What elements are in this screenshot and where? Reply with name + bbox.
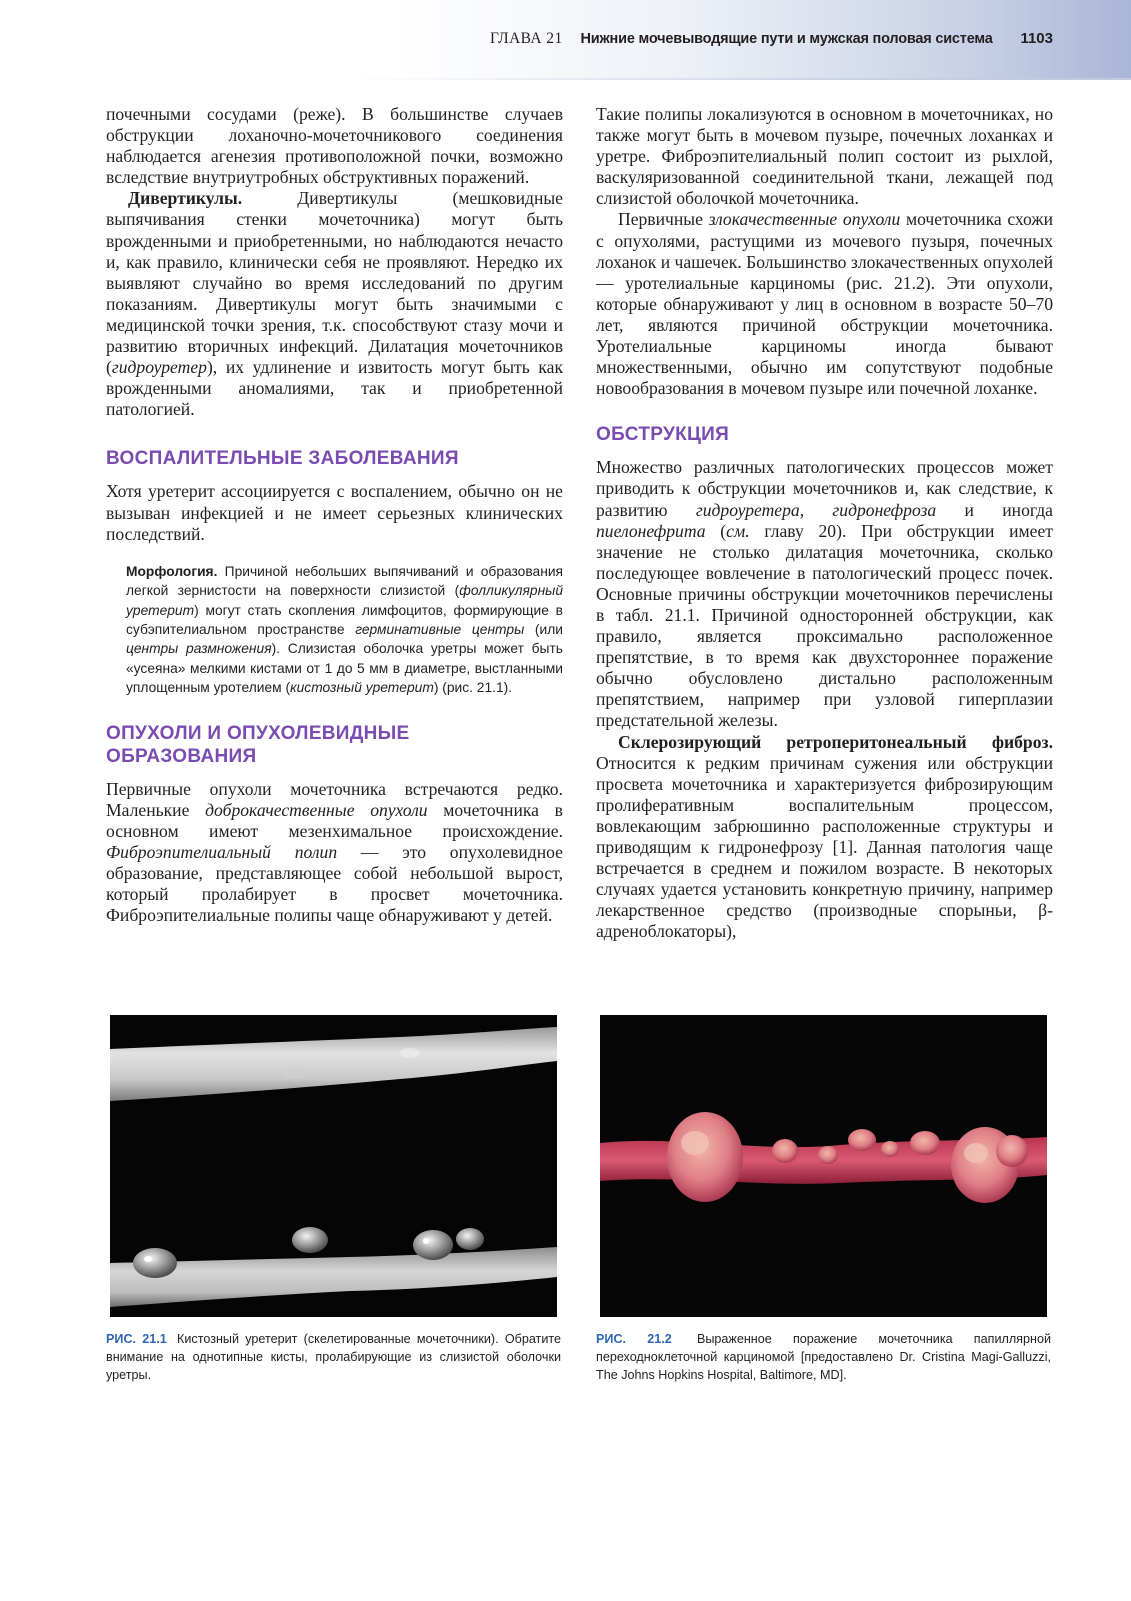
paragraph: почечными сосудами (реже). В большинстве случаев обструкции лоханочно-мочеточникового соединения наблюдается агенезия противоположной почки, возможно вследствие внутриутробных обструктивных поражений. xyxy=(106,104,563,188)
paragraph: Такие полипы локализуются в основном в мочеточниках, но также могут быть в мочевом пузыре, почечных лоханках и уретре. Фиброэпителиальный полип состоит из рыхлой, васкуляризованной соединительной ткани, лежащей под слизистой оболочкой мочеточника. xyxy=(596,104,1053,209)
paragraph: Хотя уретерит ассоциируется с воспалением, обычно он не вызыван инфекцией и не имеет серьезных клинических последствий. xyxy=(106,481,563,544)
text-run: мочеточника схожи с опухолями, растущими из мочевого пузыря, почечных лоханок и чашечек. Большинство злокачественных опухолей — уротелиальные карциномы (рис. 21.2). Эти опухоли, которые обнаруживают у лиц в основном в возрасте 50–70 лет, являются причиной обструкции мочеточника. Уротелиальные карциномы иногда бывают множественными, обычно им сопутствуют подобные новообразования в мочевом пузыре или почечной лоханке. xyxy=(596,209,1053,399)
text-run: Причиной небольших выпячиваний и образования легкой зернистости на поверхности слизистой ( xyxy=(126,563,563,599)
run-in-heading: Дивертикулы. xyxy=(128,188,243,209)
text-run: Относится к редким причинам сужения или обструкции просвета мочеточника и характеризуется фиброзирующим пролиферативным воспалительным процессом, вовлекающим забрюшинно расположенные структуры и приводящим к гидронефрозу [1]. Данная патология чаще встречается в среднем и пожилом возрасте. В некоторых случаях удается установить конкретную причину, например лекарственное средство (производные спорыньи, β-адреноблокаторы), xyxy=(596,752,1053,942)
morphology-box xyxy=(126,562,563,698)
page-number: 1103 xyxy=(1020,30,1053,47)
chapter-label: ГЛАВА 21 xyxy=(489,30,563,47)
italic-term: гидроуретера, гидронефроза xyxy=(695,499,937,520)
text-run: главу 20). При обструкции имеет значение не столько дилатация мочеточника, сколько последующее вовлечение в патологический процесс почек. Основные причины обструкции мочеточников перечислены в табл. 21.1. Причиной односторонней обструкции, как правило, является проксимально расположенное препятствие, в то время как двухстороннее поражение обычно обусловлено дистально расположенным препятствием, например при узловой гиперплазии предстательной железы. xyxy=(596,520,1053,731)
text-run: ) могут стать скопления лимфоцитов, формирующие в субэпителиальном пространстве xyxy=(126,602,563,637)
caption-text: Кистозный уретерит (скелетированные мочеточники). Обратите внимание на однотипные кисты, пролабирующие из слизистой оболочки уретры. xyxy=(106,1332,561,1382)
text-run: Первичные опухоли мочеточника встречаются редко. Маленькие xyxy=(106,778,563,820)
italic-term: гидроуретер xyxy=(111,357,207,378)
caption-text: Выраженное поражение мочеточника папиллярной переходноклеточной карциномой [предоставлено Dr. Cristina Magi-Galluzzi, The Johns Hopkins Hospital, Baltimore, MD]. xyxy=(596,1332,1052,1382)
text-run: (или xyxy=(524,621,563,637)
text-run: ). Слизистая оболочка уретры может быть «усеяна» мелкими кистами от 1 до 5 мм в диаметре, выстланными уплощенным уротелием ( xyxy=(126,641,563,696)
figure-cystic-ureteritis-photo xyxy=(110,1015,557,1317)
italic-term: злокачественные опухоли xyxy=(708,209,901,230)
chapter-title: Нижние мочевыводящие пути и мужская половая система xyxy=(580,31,993,47)
header-rule xyxy=(0,78,1131,80)
section-heading-inflammation: ВОСПАЛИТЕЛЬНЫЕ ЗАБОЛЕВАНИЯ xyxy=(106,448,459,470)
running-header xyxy=(0,0,1131,80)
text-run: ( xyxy=(705,520,727,541)
figure-caption-21-1 xyxy=(106,1330,561,1384)
text-run: ) (рис. 21.1). xyxy=(433,680,513,696)
italic-term: герминативные центры xyxy=(355,621,525,637)
italic-term: Фиброэпителиальный полип xyxy=(106,841,338,862)
italic-term: см. xyxy=(726,520,750,541)
italic-term: кистозный уретерит xyxy=(290,680,434,696)
paragraph-fibrosis xyxy=(596,732,1053,943)
figure-caption-21-2 xyxy=(596,1330,1051,1384)
italic-term: пиелонефрита xyxy=(596,520,706,541)
morphology-lead: Морфология. xyxy=(126,563,218,579)
paragraph-malignant xyxy=(596,209,1053,399)
paragraph-obstruction xyxy=(596,457,1053,731)
paragraph-tumors xyxy=(106,779,563,927)
text-run: ), их удлинение и извитость могут быть как врожденными аномалиями, так и приобретенной патологией. xyxy=(106,357,563,420)
section-heading-obstruction: ОБСТРУКЦИЯ xyxy=(596,424,730,446)
text-run: Дивертикулы (мешковидные выпячивания стенки мочеточника) могут быть врожденными и приобретенными, но наблюдаются нечасто и, как правило, клинически себя не проявляют. Нередко их выявляют случайно во время исследований по другим показаниям. Дивертикулы могут быть значимыми с медицинской точки зрения, т.к. способствуют стазу мочи и развитию вторичных инфекций. Дилатация мочеточников ( xyxy=(106,188,563,378)
text-run: мочеточника в основном имеют мезенхимальное происхождение. xyxy=(106,799,563,841)
right-column xyxy=(596,104,1053,942)
left-column xyxy=(106,104,563,926)
figure-label: РИС. 21.1 xyxy=(106,1332,167,1346)
text-run: Множество различных патологических процессов может приводить к обструкции мочеточников и, как следствие, к развитию xyxy=(596,457,1053,520)
text-run: — это опухолевидное образование, представляющее собой небольшой вырост, который пролабирует в просвет мочеточника. Фиброэпителиальные полипы чаще обнаруживают у детей. xyxy=(106,841,563,926)
paragraph-diverticula xyxy=(106,188,563,420)
figure-label: РИС. 21.2 xyxy=(596,1332,672,1346)
italic-term: центры размножения xyxy=(126,641,272,657)
figure-papillary-carcinoma-photo xyxy=(600,1015,1047,1317)
italic-term: фолликулярный уретерит xyxy=(126,583,563,618)
text-run: Первичные xyxy=(618,209,709,230)
italic-term: доброкачественные опухоли xyxy=(205,799,428,820)
header-text xyxy=(490,30,1053,48)
text-run: и иногда xyxy=(936,499,1053,520)
section-heading-tumors: ОПУХОЛИ И ОПУХОЛЕВИДНЫЕ ОБРАЗОВАНИЯ xyxy=(106,722,410,767)
run-in-heading: Склерозирующий ретроперитонеальный фиброз. xyxy=(618,731,1053,752)
